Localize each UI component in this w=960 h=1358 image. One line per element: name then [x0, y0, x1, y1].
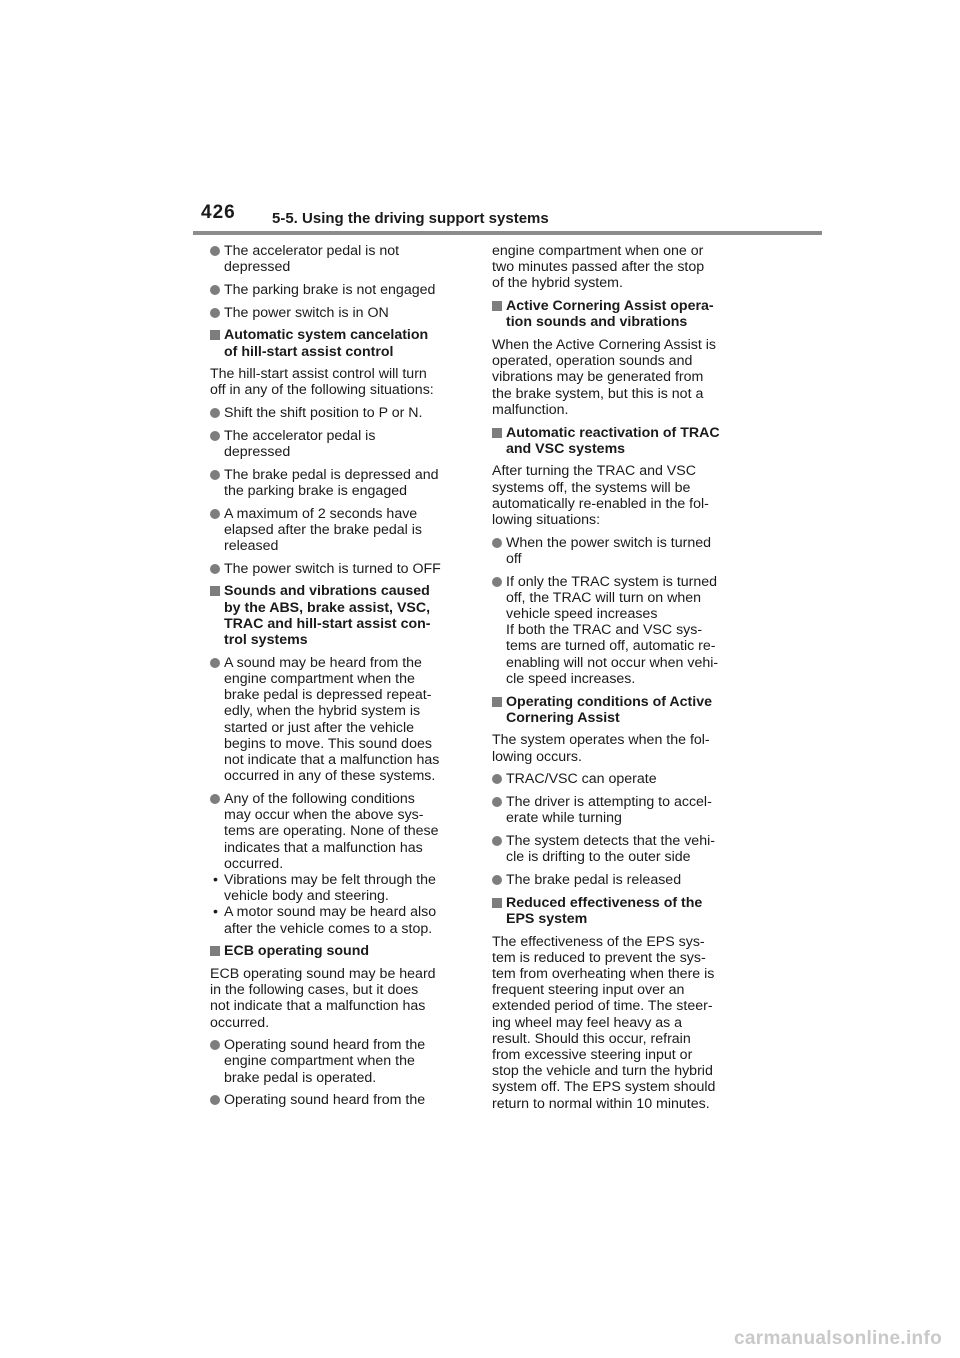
- text-line: edly, when the hybrid system is: [224, 703, 421, 720]
- text-line: not indicate that a malfunction has: [210, 998, 426, 1015]
- text-line: off in any of the following situations:: [210, 382, 434, 399]
- text-line: of hill-start assist control: [224, 343, 394, 360]
- text-line: and VSC systems: [506, 440, 626, 457]
- section-heading: [492, 298, 754, 330]
- text-line: The power switch is turned to OFF: [224, 560, 441, 577]
- continued-paragraph: [492, 243, 754, 292]
- section-heading: [492, 425, 754, 457]
- bullet-item: [210, 1037, 472, 1086]
- text-line: Automatic system cancelation: [224, 327, 429, 344]
- text-line: The brake pedal is released: [506, 871, 682, 888]
- text-line: tion sounds and vibrations: [506, 314, 688, 331]
- text-line: tem from overheating when there is: [492, 965, 715, 982]
- text-line: erate while turning: [506, 810, 622, 827]
- bullet-item: [210, 243, 472, 275]
- text-line: systems off, the systems will be: [492, 479, 691, 496]
- text-line: depressed: [224, 444, 291, 461]
- text-line: The accelerator pedal is not: [224, 243, 400, 259]
- text-line: Automatic reactivation of TRAC: [506, 424, 720, 441]
- text-line: frequent steering input over an: [492, 982, 685, 999]
- page-number: 426: [201, 202, 236, 223]
- right-column: [492, 243, 754, 1118]
- paragraph: [492, 337, 754, 418]
- text-line: in the following cases, but it does: [210, 982, 419, 999]
- bullet-item: [492, 535, 754, 567]
- text-line: off: [506, 550, 522, 567]
- text-line: ECB operating sound: [224, 943, 370, 960]
- text-line: ECB operating sound may be heard: [210, 965, 436, 982]
- bullet-item: [210, 791, 472, 872]
- text-line: brake pedal is operated.: [224, 1069, 377, 1086]
- text-line: The system operates when the fol-: [492, 732, 710, 749]
- bullet-item: [210, 467, 472, 499]
- text-line: Operating sound heard from the: [224, 1092, 426, 1109]
- section-heading: [210, 943, 472, 959]
- text-line: Reduced effectiveness of the: [506, 894, 703, 911]
- text-line: Any of the following conditions: [224, 790, 415, 807]
- sub-bullet-item: [210, 904, 472, 936]
- paragraph: [492, 934, 754, 1112]
- text-line: depressed: [224, 259, 291, 276]
- bullet-item: [210, 655, 472, 785]
- bullet-item: [492, 794, 754, 826]
- text-line: brake pedal is depressed repeat-: [224, 687, 432, 704]
- sub-bullet-item: [210, 872, 472, 904]
- text-line: trol systems: [224, 632, 308, 649]
- text-line: elapsed after the brake pedal is: [224, 521, 422, 538]
- section-heading: [210, 327, 472, 359]
- text-line: The parking brake is not engaged: [224, 281, 436, 298]
- text-line: Shift the shift position to P or N.: [224, 405, 423, 422]
- paragraph: [210, 966, 472, 1031]
- text-line: TRAC and hill-start assist con-: [224, 615, 431, 632]
- text-line: A sound may be heard from the: [224, 654, 422, 671]
- paragraph: [492, 463, 754, 528]
- section-heading: [492, 895, 754, 927]
- text-line: The brake pedal is depressed and: [224, 466, 439, 483]
- text-line: by the ABS, brake assist, VSC,: [224, 599, 431, 616]
- text-line: indicates that a malfunction has: [224, 839, 423, 856]
- text-line: Active Cornering Assist opera-: [506, 298, 714, 315]
- bullet-item: [210, 282, 472, 298]
- text-line: engine compartment when the: [224, 1053, 415, 1070]
- text-line: When the Active Cornering Assist is: [492, 337, 716, 354]
- text-line: The system detects that the vehi-: [506, 833, 715, 849]
- text-line: occurred.: [224, 855, 284, 872]
- bullet-item: [210, 305, 472, 321]
- paragraph: [210, 366, 472, 398]
- text-line: If only the TRAC system is turned: [506, 573, 718, 590]
- text-line: may occur when the above sys-: [224, 807, 424, 824]
- text-line: lowing occurs.: [492, 748, 582, 765]
- left-column: [210, 243, 472, 1115]
- text-line: • A motor sound may be heard also: [224, 904, 437, 921]
- bullet-item: [492, 574, 754, 687]
- text-line: malfunction.: [492, 401, 569, 418]
- bullet-item: [492, 872, 754, 888]
- text-line: stop the vehicle and turn the hybrid: [492, 1063, 713, 1080]
- text-line: If both the TRAC and VSC sys-: [506, 622, 703, 639]
- paragraph: [492, 732, 754, 764]
- text-line: After turning the TRAC and VSC: [492, 463, 696, 480]
- text-line: lowing situations:: [492, 512, 601, 529]
- text-line: tems are turned off, automatic re-: [506, 638, 716, 655]
- text-line: automatically re-enabled in the fol-: [492, 495, 709, 512]
- text-line: Operating sound heard from the: [224, 1037, 426, 1054]
- text-line: engine compartment when one or: [492, 243, 704, 259]
- bullet-item: [210, 428, 472, 460]
- bullet-item: [492, 833, 754, 865]
- text-line: EPS system: [506, 910, 588, 927]
- text-line: released: [224, 538, 279, 555]
- text-line: Sounds and vibrations caused: [224, 583, 430, 600]
- text-line: Operating conditions of Active: [506, 693, 712, 710]
- text-line: occurred.: [210, 1014, 270, 1031]
- bullet-item: [492, 771, 754, 787]
- text-line: A maximum of 2 seconds have: [224, 505, 418, 522]
- text-line: system off. The EPS system should: [492, 1079, 716, 1096]
- text-line: Cornering Assist: [506, 709, 620, 726]
- text-line: The driver is attempting to accel-: [506, 794, 712, 811]
- text-line: The hill-start assist control will turn: [210, 366, 427, 383]
- watermark-text: carmanualsonline.info: [734, 1328, 942, 1349]
- text-line: off, the TRAC will turn on when: [506, 589, 702, 606]
- text-line: return to normal within 10 minutes.: [492, 1095, 710, 1112]
- text-line: result. Should this occur, refrain: [492, 1030, 691, 1047]
- bullet-item: [210, 506, 472, 555]
- text-line: The accelerator pedal is: [224, 427, 376, 444]
- text-line: The power switch is in ON: [224, 304, 389, 321]
- section-title: 5-5. Using the driving support systems: [272, 210, 549, 227]
- text-line: vehicle body and steering.: [224, 888, 389, 905]
- text-line: vehicle speed increases: [506, 606, 658, 623]
- text-line: operated, operation sounds and: [492, 353, 693, 370]
- text-line: When the power switch is turned: [506, 534, 712, 551]
- text-line: tems are operating. None of these: [224, 823, 439, 840]
- header-divider: [193, 231, 822, 235]
- text-line: cle is drifting to the outer side: [506, 849, 691, 866]
- text-line: tem is reduced to prevent the sys-: [492, 949, 706, 966]
- text-line: engine compartment when the: [224, 670, 415, 687]
- text-line: cle speed increases.: [506, 670, 636, 687]
- text-line: The effectiveness of the EPS sys-: [492, 933, 705, 950]
- text-line: not indicate that a malfunction has: [224, 751, 440, 768]
- text-line: after the vehicle comes to a stop.: [224, 920, 433, 937]
- text-line: from excessive steering input or: [492, 1046, 693, 1063]
- text-line: TRAC/VSC can operate: [506, 771, 657, 788]
- text-line: of the hybrid system.: [492, 275, 623, 292]
- text-line: begins to move. This sound does: [224, 735, 432, 752]
- text-line: two minutes passed after the stop: [492, 259, 705, 276]
- bullet-item: [210, 1092, 472, 1108]
- text-line: enabling will not occur when vehi-: [506, 654, 719, 671]
- text-line: ing wheel may feel heavy as a: [492, 1014, 683, 1031]
- text-line: • Vibrations may be felt through the: [224, 871, 436, 888]
- text-line: the parking brake is engaged: [224, 482, 407, 499]
- text-line: vibrations may be generated from: [492, 369, 704, 386]
- text-line: extended period of time. The steer-: [492, 998, 713, 1015]
- text-line: started or just after the vehicle: [224, 719, 415, 736]
- bullet-item: [210, 561, 472, 577]
- section-heading: [210, 583, 472, 648]
- text-line: the brake system, but this is not a: [492, 385, 704, 402]
- text-line: occurred in any of these systems.: [224, 768, 436, 785]
- bullet-item: [210, 405, 472, 421]
- section-heading: [492, 694, 754, 726]
